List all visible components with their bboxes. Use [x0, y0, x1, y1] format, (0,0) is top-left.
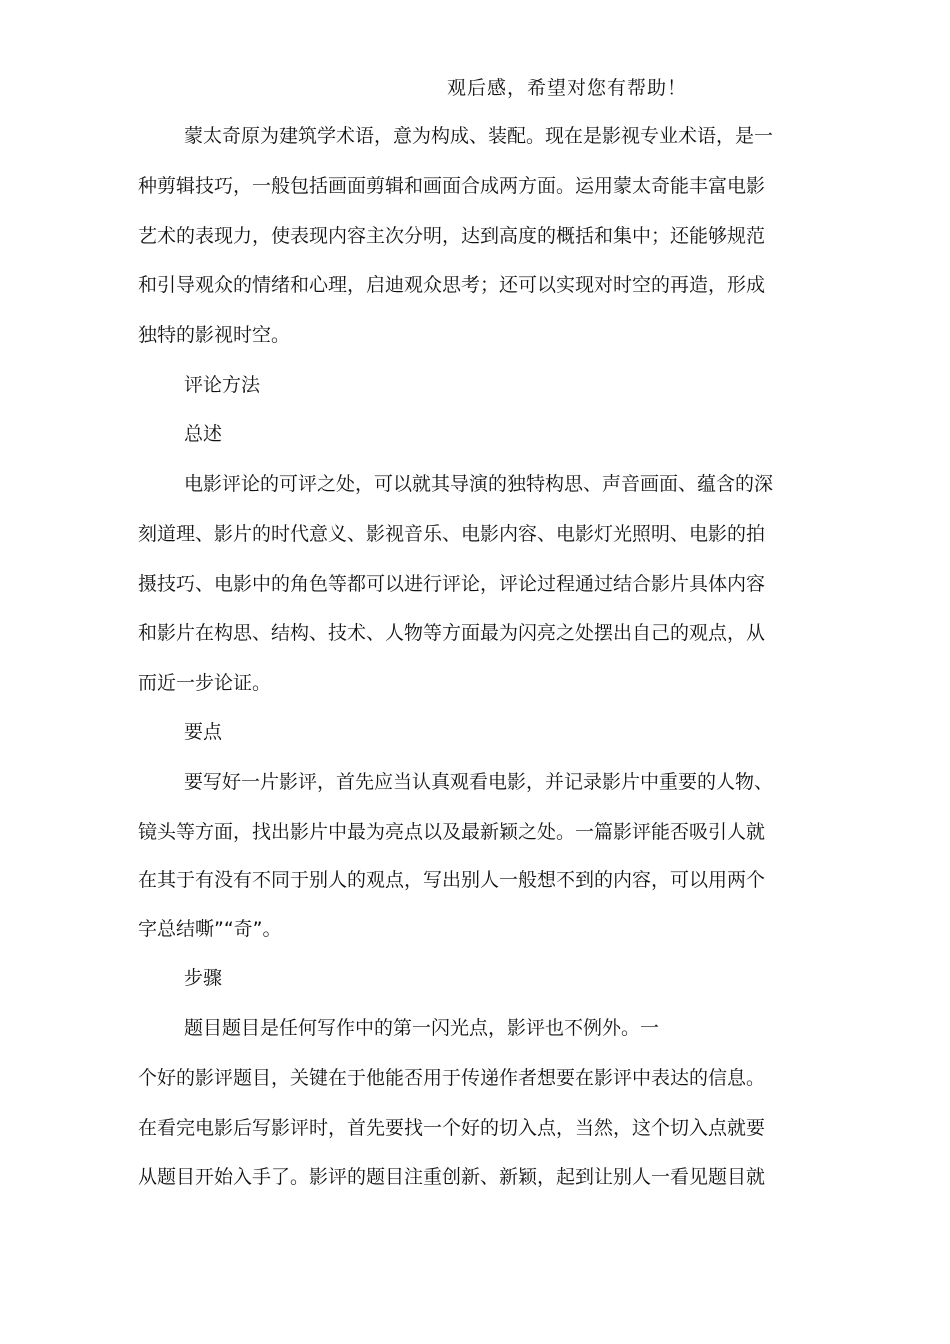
paragraph-line: 字总结嘶”“奇”。: [138, 918, 282, 940]
paragraph-line: 电影评论的可评之处，可以就其导演的独特构思、声音画面、蕴含的深: [184, 473, 774, 495]
paragraph-line: 在其于有没有不同于别人的观点，写出别人一般想不到的内容，可以用两个: [138, 869, 766, 891]
paragraph-line: 和影片在构思、结构、技术、人物等方面最为闪亮之处摆出自己的观点，从: [138, 622, 766, 644]
paragraph-line: 刻道理、影片的时代意义、影视音乐、电影内容、电影灯光照明、电影的拍: [138, 523, 766, 545]
paragraph-line: 和引导观众的情绪和心理，启迪观众思考；还可以实现对时空的再造，形成: [138, 274, 766, 296]
section-heading: 总述: [184, 423, 223, 445]
section-heading: 步骤: [184, 967, 223, 989]
section-heading: 要点: [184, 721, 223, 743]
paragraph-line: 种剪辑技巧，一般包括画面剪辑和画面合成两方面。运用蒙太奇能丰富电影: [138, 175, 766, 197]
paragraph-line: 个好的影评题目，关键在于他能否用于传递作者想要在影评中表达的信息。: [138, 1067, 766, 1089]
header-line: 观后感，希望对您有帮助！: [447, 77, 688, 99]
paragraph-line: 独特的影视时空。: [138, 324, 291, 346]
paragraph-line: 从题目开始入手了。影评的题目注重创新、新颖，起到让别人一看见题目就: [138, 1166, 766, 1188]
paragraph-line: 蒙太奇原为建筑学术语，意为构成、装配。现在是影视专业术语，是一: [184, 125, 774, 147]
paragraph-line: 镜头等方面，找出影片中最为亮点以及最新颖之处。一篇影评能否吸引人就: [138, 821, 766, 843]
paragraph-line: 在看完电影后写影评时，首先要找一个好的切入点，当然，这个切入点就要: [138, 1117, 766, 1139]
paragraph-line: 艺术的表现力，使表现内容主次分明，达到高度的概括和集中；还能够规范: [138, 225, 766, 247]
paragraph-line: 题目题目是任何写作中的第一闪光点，影评也不例外。一: [184, 1017, 660, 1039]
paragraph-line: 摄技巧、电影中的角色等都可以进行评论，评论过程通过结合影片具体内容: [138, 573, 766, 595]
paragraph-line: 而近一步论证。: [138, 672, 272, 694]
paragraph-line: 要写好一片影评，首先应当认真观看电影，并记录影片中重要的人物、: [184, 771, 774, 793]
section-heading: 评论方法: [184, 374, 261, 396]
